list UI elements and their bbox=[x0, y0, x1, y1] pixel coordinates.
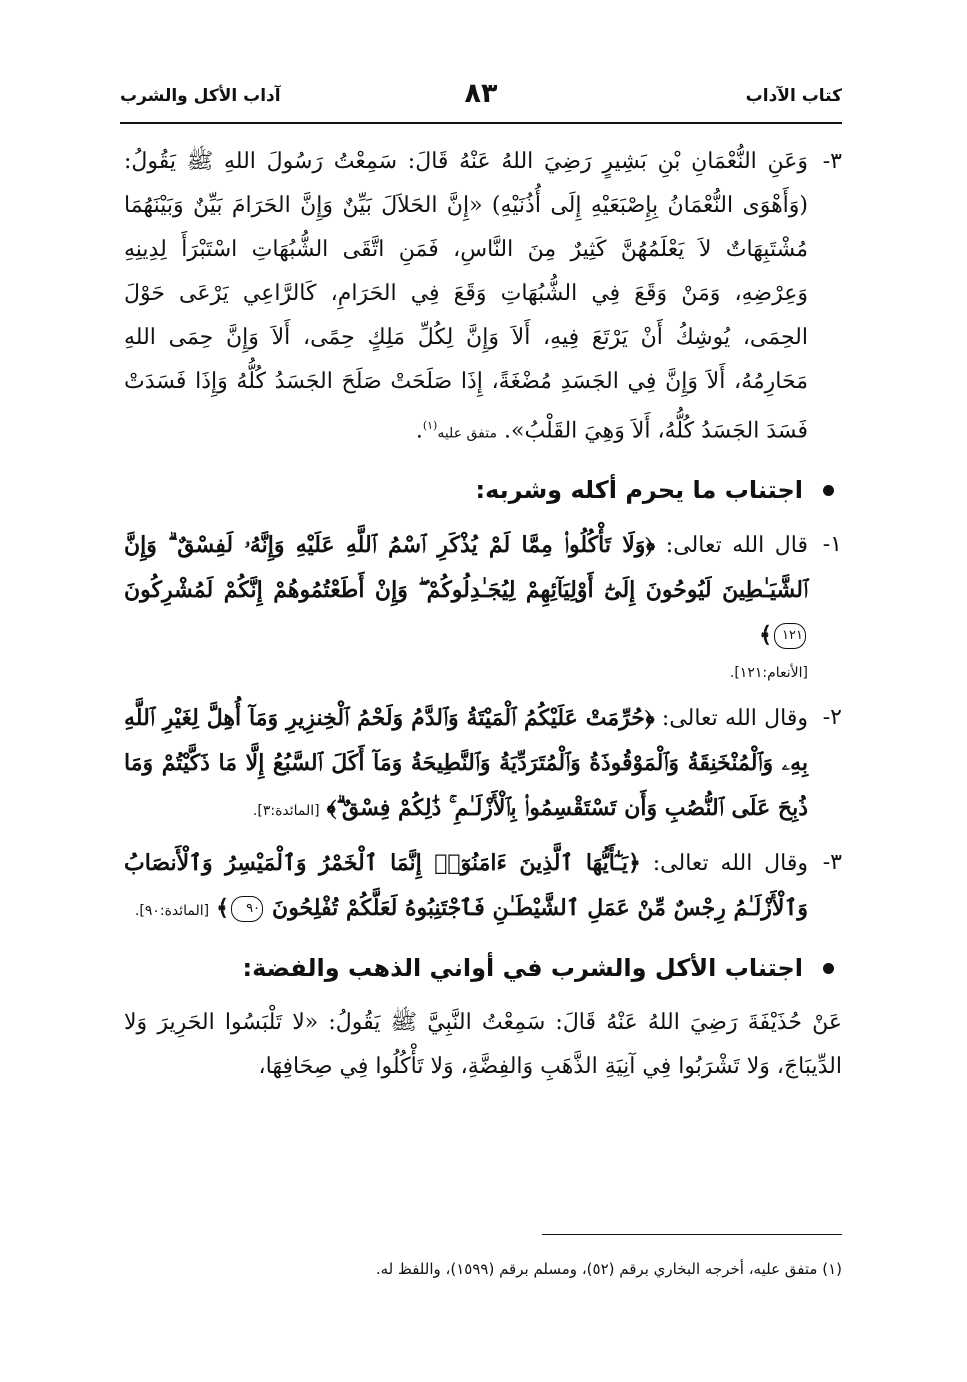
page-body bbox=[124, 140, 842, 1089]
hadith-3 bbox=[124, 140, 842, 455]
verse-intro: وقال الله تعالى: bbox=[652, 851, 808, 877]
quran-verse: ﴿وَلَا تَأْكُلُوا۟ مِمَّا لَمْ يُذْكَرِ ٱسْمُ ٱللَّهِ عَلَيْهِ وَإِنَّهُۥ لَفِسْقٌ ۗ وَإِنَّ ٱلشَّيَـٰطِينَ لَيُوحُونَ إِلَىٰٓ أَوْلِيَآئِهِمْ لِيُجَـٰدِلُوكُمْ ۖ وَإِنْ أَطَعْتُمُوهُمْ إِنَّكُمْ لَمُشْرِكُونَ bbox=[124, 532, 808, 604]
ayah-number-badge: ١٢١ bbox=[774, 623, 806, 649]
footnote-marker: (١) bbox=[422, 419, 438, 432]
bullet-icon bbox=[823, 963, 834, 974]
hadith-hudhayfah: عَنْ حُذَيْفَةَ رَضِيَ اللهُ عَنْهُ قَالَ: سَمِعْتُ النَّبِيَّ ﷺ يَقُولُ: «لا تَلْبَسُوا الحَرِيرَ وَلا الدِّيبَاجَ، وَلا تَشْرَبُوا فِي آنِيَةِ الذَّهَبِ وَالفِضَّةِ، وَلا تَأْكُلُوا فِي صِحَافِهَا، bbox=[124, 1010, 842, 1080]
quran-verse: ﴿حُرِّمَتْ عَلَيْكُمُ ٱلْمَيْتَةُ وَٱلدَّمُ وَلَحْمُ ٱلْخِنزِيرِ وَمَآ أُهِلَّ لِغَيْرِ ٱللَّهِ بِهِۦ وَٱلْمُنْخَنِقَةُ وَٱلْمَوْقُوذَةُ وَٱلْمُتَرَدِّيَةُ وَٱلنَّطِيحَةُ وَمَآ أَكَلَ ٱلسَّبُعُ إِلَّا مَا ذَكَّيْتُمْ وَمَا ذُبِحَ عَلَى ٱلنُّصُبِ وَأَن تَسْتَقْسِمُوا۟ بِٱلْأَزْلَـٰمِ ۚ ذَٰلِكُمْ فِسْقٌ ۗ﴾ bbox=[124, 705, 808, 822]
verse-item-3 bbox=[124, 841, 842, 933]
book-title: كتاب الآداب bbox=[745, 86, 842, 106]
hadith-reference: متفق عليه bbox=[437, 425, 497, 442]
verse-intro: وقال الله تعالى: bbox=[661, 706, 808, 732]
ayah-number-badge: ٩٠ bbox=[231, 896, 263, 922]
chapter-title: آداب الأكل والشرب bbox=[120, 86, 281, 106]
item-number: ٣- bbox=[822, 149, 842, 174]
verse-item-2 bbox=[124, 696, 842, 833]
footnote-divider bbox=[542, 1234, 842, 1235]
hadith-text: وَعَنِ النُّعْمَانِ بْنِ بَشِيرٍ رَضِيَ اللهُ عَنْهُ قَالَ: سَمِعْتُ رَسُولَ اللهِ ﷺ يَقُولُ: (وَأَهْوَى النُّعْمَانُ بِإِصْبَعَيْهِ إِلَى أُذُنَيْهِ) «إِنَّ الحَلاَلَ بَيِّنٌ وَإِنَّ الحَرَامَ بَيِّنٌ وَبَيْنَهُمَا مُشْتَبِهَاتٌ لاَ يَعْلَمُهُنَّ كَثِيرٌ مِنَ النَّاسِ، فَمَنِ اتَّقَى الشُّبُهَاتِ اسْتَبْرَأَ لِدِينِهِ وَعِرْضِهِ، وَمَنْ وَقَعَ فِي الشُّبُهَاتِ وَقَعَ فِي الحَرَامِ، كَالرَّاعِي يَرْعَى حَوْلَ الحِمَى، يُوشِكُ أَنْ يَرْتَعَ فِيهِ، أَلاَ وَإِنَّ لِكُلِّ مَلِكٍ حِمًى، أَلاَ وَإِنَّ حِمَى اللهِ مَحَارِمُهُ، أَلاَ وَإِنَّ فِي الجَسَدِ مُضْغَةً، إِذَا صَلَحَتْ صَلَحَ الجَسَدُ كُلُّهُ وَإِذَا فَسَدَتْ فَسَدَ الجَسَدُ كُلُّهُ، أَلاَ وَهِيَ القَلْبُ». bbox=[124, 149, 808, 444]
footnote: (١) متفق عليه، أخرجه البخاري برقم (٥٢)، ومسلم برقم (١٥٩٩)، واللفظ له. bbox=[375, 1260, 842, 1278]
verse-item-1 bbox=[124, 523, 842, 658]
verse-source: [الأنعام:١٢١]. bbox=[729, 665, 808, 682]
page-header bbox=[120, 78, 842, 124]
sentence-end: . bbox=[415, 418, 423, 444]
item-number: ٣- bbox=[822, 850, 842, 876]
bullet-icon bbox=[823, 485, 834, 496]
section-heading-text: اجتناب الأكل والشرب في أواني الذهب والفضة: bbox=[242, 954, 803, 983]
item-number: ٢- bbox=[822, 705, 842, 731]
section-heading-forbidden-food bbox=[124, 467, 842, 513]
verse-close-bracket: ﴾ bbox=[216, 895, 230, 922]
verse-source: [المائدة:٣]. bbox=[252, 803, 320, 820]
quran-verse: ﴿يَـٰٓأَيُّهَا ٱلَّذِينَ ءَامَنُوٓا۟ إِنَّمَا ٱلْخَمْرُ وَٱلْمَيْسِرُ وَٱلْأَنصَابُ وَٱلْأَزْلَـٰمُ رِجْسٌ مِّنْ عَمَلِ ٱلشَّيْطَـٰنِ فَٱجْتَنِبُوهُ لَعَلَّكُمْ تُفْلِحُونَ bbox=[124, 850, 808, 922]
verse-intro: قال الله تعالى: bbox=[665, 533, 808, 559]
item-number: ١- bbox=[822, 532, 842, 558]
verse-close-bracket: ﴾ bbox=[759, 622, 772, 649]
page-number: ٨٣ bbox=[464, 78, 498, 109]
section-heading-text: اجتناب ما يحرم أكله وشربه: bbox=[475, 476, 803, 505]
section-heading-gold-silver-vessels bbox=[124, 945, 842, 991]
verse-source: [المائدة:٩٠]. bbox=[134, 903, 210, 920]
